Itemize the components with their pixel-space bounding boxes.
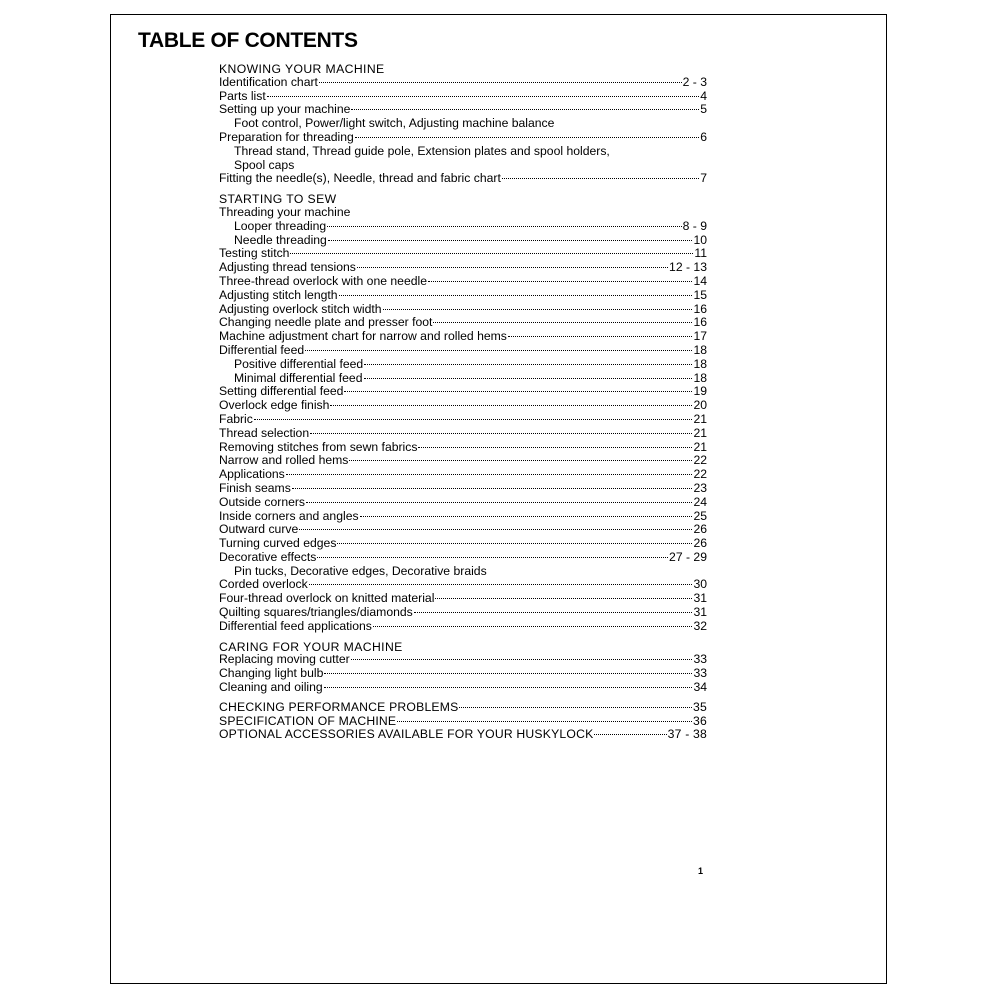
dot-leader — [319, 81, 682, 83]
toc-section — [219, 640, 707, 695]
toc-entry-page: 8 - 9 — [682, 218, 707, 233]
dot-leader — [355, 136, 699, 138]
toc-entry — [219, 681, 707, 695]
toc-entry-page: 25 — [693, 508, 707, 523]
dot-leader — [267, 95, 699, 97]
toc-entry-page: 20 — [693, 398, 707, 413]
toc-entry — [219, 653, 707, 667]
toc-entry-label: Finish seams — [219, 480, 291, 495]
dot-leader — [337, 542, 692, 544]
toc-entry-label: SPECIFICATION OF MACHINE — [219, 713, 397, 728]
toc-entry — [219, 715, 707, 729]
toc-entry-label: Changing light bulb — [219, 666, 324, 681]
dot-leader — [324, 672, 692, 674]
toc-entry-page: 30 — [693, 577, 707, 592]
toc-entry — [219, 358, 707, 372]
toc-entry-page: 33 — [693, 666, 707, 681]
toc-entry-page: 27 - 29 — [669, 549, 707, 564]
dot-leader — [433, 321, 692, 323]
dot-leader — [459, 706, 692, 708]
toc-entry — [219, 441, 707, 455]
toc-entry-label: Looper threading — [234, 218, 327, 233]
toc-entry-page: 19 — [693, 384, 707, 399]
toc-subtopics: Foot control, Power/light switch, Adjusting machine balance — [234, 116, 555, 131]
dot-leader — [357, 266, 668, 268]
toc-entry — [219, 316, 707, 330]
toc-entry-page: 5 — [700, 102, 707, 117]
toc-entry-page: 26 — [693, 522, 707, 537]
dot-leader — [428, 280, 692, 282]
dot-leader — [305, 349, 692, 351]
dot-leader — [508, 335, 693, 337]
toc-entry-label: Decorative effects — [219, 549, 317, 564]
toc-entry — [219, 592, 707, 606]
toc-section — [219, 701, 707, 742]
toc-entry — [219, 303, 707, 317]
toc-entry-label: OPTIONAL ACCESSORIES AVAILABLE FOR YOUR HUSKYLOCK — [219, 727, 594, 742]
toc-entry — [219, 399, 707, 413]
toc-entry-label: Differential feed — [219, 342, 305, 357]
toc-entry-label: Minimal differential feed — [234, 370, 363, 385]
toc-entry — [219, 172, 707, 186]
dot-leader — [502, 177, 699, 179]
toc-entry-label: Overlock edge finish — [219, 398, 330, 413]
toc-entry — [219, 496, 707, 510]
dot-leader — [435, 597, 692, 599]
toc-entry — [219, 551, 707, 565]
toc-entry — [219, 247, 707, 261]
dot-leader — [344, 390, 692, 392]
dot-leader — [317, 556, 668, 558]
toc-entry — [219, 385, 707, 399]
dot-leader — [364, 377, 693, 379]
toc-subtopics: Spool caps — [234, 157, 295, 172]
toc-entry-page: 23 — [693, 480, 707, 495]
toc-entry-page: 33 — [693, 652, 707, 667]
toc-entry — [219, 261, 707, 275]
dot-leader — [310, 432, 692, 434]
toc-entry-label: Adjusting thread tensions — [219, 260, 356, 275]
toc-entry-page: 11 — [694, 246, 707, 261]
dot-leader — [364, 363, 692, 365]
dot-leader — [339, 294, 693, 296]
dot-leader — [397, 720, 692, 722]
dot-leader — [594, 733, 666, 735]
toc-entry-page: 34 — [693, 680, 707, 695]
dot-leader — [309, 583, 693, 585]
toc-entry-label: Turning curved edges — [219, 536, 337, 551]
toc-entry-label: Outside corners — [219, 494, 306, 509]
toc-entry — [219, 701, 707, 715]
toc-entry-label: Adjusting overlock stitch width — [219, 301, 382, 316]
toc-entry — [219, 537, 707, 551]
toc-entry-page: 21 — [693, 411, 707, 426]
dot-leader — [360, 515, 693, 517]
dot-leader — [349, 459, 692, 461]
toc-entry-page: 12 - 13 — [669, 260, 707, 275]
toc-entry — [219, 510, 707, 524]
section-heading: STARTING TO SEW — [219, 192, 337, 207]
dot-leader — [299, 528, 692, 530]
dot-leader — [351, 108, 699, 110]
toc-entry-page: 35 — [693, 699, 707, 714]
toc-entry-page: 31 — [693, 591, 707, 606]
toc-entry-page: 16 — [693, 301, 707, 316]
toc-entry-label: Applications — [219, 467, 285, 482]
toc-entry-label: Inside corners and angles — [219, 508, 359, 523]
toc-entry — [219, 344, 707, 358]
toc-entry-page: 7 — [700, 171, 707, 186]
toc-entry — [219, 275, 707, 289]
toc-entry — [219, 578, 707, 592]
toc-entry — [219, 454, 707, 468]
toc-entry-label: Parts list — [219, 88, 266, 103]
toc-entry-page: 6 — [700, 129, 707, 144]
dot-leader — [373, 625, 693, 627]
toc-entry-page: 17 — [693, 329, 707, 344]
toc-entry-label: Cleaning and oiling — [219, 680, 323, 695]
toc-entry — [219, 728, 707, 742]
toc-entry-page: 24 — [693, 494, 707, 509]
table-of-contents — [219, 62, 707, 742]
dot-leader — [414, 611, 693, 613]
toc-entry-label: Differential feed applications — [219, 618, 372, 633]
toc-entry-label: Replacing moving cutter — [219, 652, 350, 667]
toc-entry-page: 21 — [693, 425, 707, 440]
toc-entry-label: Outward curve — [219, 522, 299, 537]
section-heading: CARING FOR YOUR MACHINE — [219, 639, 403, 654]
toc-entry — [219, 667, 707, 681]
dot-leader — [324, 686, 693, 688]
toc-entry-label: CHECKING PERFORMANCE PROBLEMS — [219, 699, 459, 714]
toc-entry — [219, 413, 707, 427]
dot-leader — [254, 418, 693, 420]
toc-subtopics: Pin tucks, Decorative edges, Decorative braids — [234, 563, 487, 578]
toc-entry — [219, 468, 707, 482]
toc-entry — [219, 620, 707, 634]
dot-leader — [290, 252, 693, 254]
toc-entry — [219, 103, 707, 117]
toc-entry-page: 2 - 3 — [682, 74, 707, 89]
toc-entry — [219, 234, 707, 248]
toc-entry-label: Quilting squares/triangles/diamonds — [219, 605, 413, 620]
toc-entry — [219, 289, 707, 303]
toc-entry-label: Testing stitch — [219, 246, 290, 261]
toc-entry — [219, 427, 707, 441]
toc-entry — [219, 606, 707, 620]
dot-leader — [351, 658, 693, 660]
page-number: 1 — [698, 866, 704, 876]
toc-entry-page: 37 - 38 — [667, 727, 707, 742]
toc-entry — [219, 90, 707, 104]
toc-entry-label: Fitting the needle(s), Needle, thread and fabric chart — [219, 171, 501, 186]
toc-entry-label: Four-thread overlock on knitted material — [219, 591, 435, 606]
toc-entry-page: 36 — [693, 713, 707, 728]
toc-entry-label: Needle threading — [234, 232, 327, 247]
toc-entry-page: 22 — [693, 453, 707, 468]
toc-entry-page: 10 — [693, 232, 707, 247]
toc-entry-label: Corded overlock — [219, 577, 308, 592]
toc-entry-page: 21 — [693, 439, 707, 454]
dot-leader — [327, 225, 681, 227]
toc-entry-label: Thread selection — [219, 425, 310, 440]
dot-leader — [306, 501, 692, 503]
toc-entry-label: Machine adjustment chart for narrow and rolled hems — [219, 329, 507, 344]
toc-entry-label: Threading your machine — [219, 204, 351, 219]
section-heading: KNOWING YOUR MACHINE — [219, 62, 385, 76]
toc-entry — [219, 482, 707, 496]
toc-entry-label: Setting up your machine — [219, 102, 351, 117]
toc-entry-page: 18 — [693, 370, 707, 385]
toc-entry-label: Changing needle plate and presser foot — [219, 315, 433, 330]
toc-section — [219, 192, 707, 634]
dot-leader — [418, 446, 692, 448]
toc-entry-page: 4 — [700, 88, 707, 103]
toc-entry — [219, 206, 707, 220]
toc-subtopics: Thread stand, Thread guide pole, Extension plates and spool holders, — [234, 143, 610, 158]
toc-entry-label: Positive differential feed — [234, 356, 364, 371]
toc-entry-page: 14 — [693, 273, 707, 288]
toc-entry — [219, 220, 707, 234]
toc-entry-page: 15 — [693, 287, 707, 302]
toc-section — [219, 62, 707, 186]
toc-entry-page: 31 — [693, 605, 707, 620]
dot-leader — [286, 473, 693, 475]
dot-leader — [383, 308, 693, 310]
toc-entry-page: 18 — [693, 342, 707, 357]
dot-leader — [330, 404, 692, 406]
toc-entry — [219, 523, 707, 537]
toc-entry-page: 26 — [693, 536, 707, 551]
toc-entry-label: Setting differential feed — [219, 384, 344, 399]
toc-entry — [219, 330, 707, 344]
toc-entry-label: Adjusting stitch length — [219, 287, 338, 302]
toc-entry-page: 32 — [693, 618, 707, 633]
toc-entry-label: Preparation for threading — [219, 129, 354, 144]
dot-leader — [292, 487, 693, 489]
toc-entry-label: Identification chart — [219, 74, 318, 89]
toc-entry-page: 22 — [693, 467, 707, 482]
toc-entry-page: 16 — [693, 315, 707, 330]
toc-entry-label: Removing stitches from sewn fabrics — [219, 439, 418, 454]
toc-entry — [219, 372, 707, 386]
toc-entry — [219, 131, 707, 145]
toc-entry-page: 18 — [693, 356, 707, 371]
toc-entry-label: Narrow and rolled hems — [219, 453, 349, 468]
toc-entry — [219, 76, 707, 90]
dot-leader — [328, 239, 693, 241]
toc-entry-label: Three-thread overlock with one needle — [219, 273, 427, 288]
page-title: TABLE OF CONTENTS — [138, 29, 358, 52]
toc-entry-label: Fabric — [219, 411, 253, 426]
